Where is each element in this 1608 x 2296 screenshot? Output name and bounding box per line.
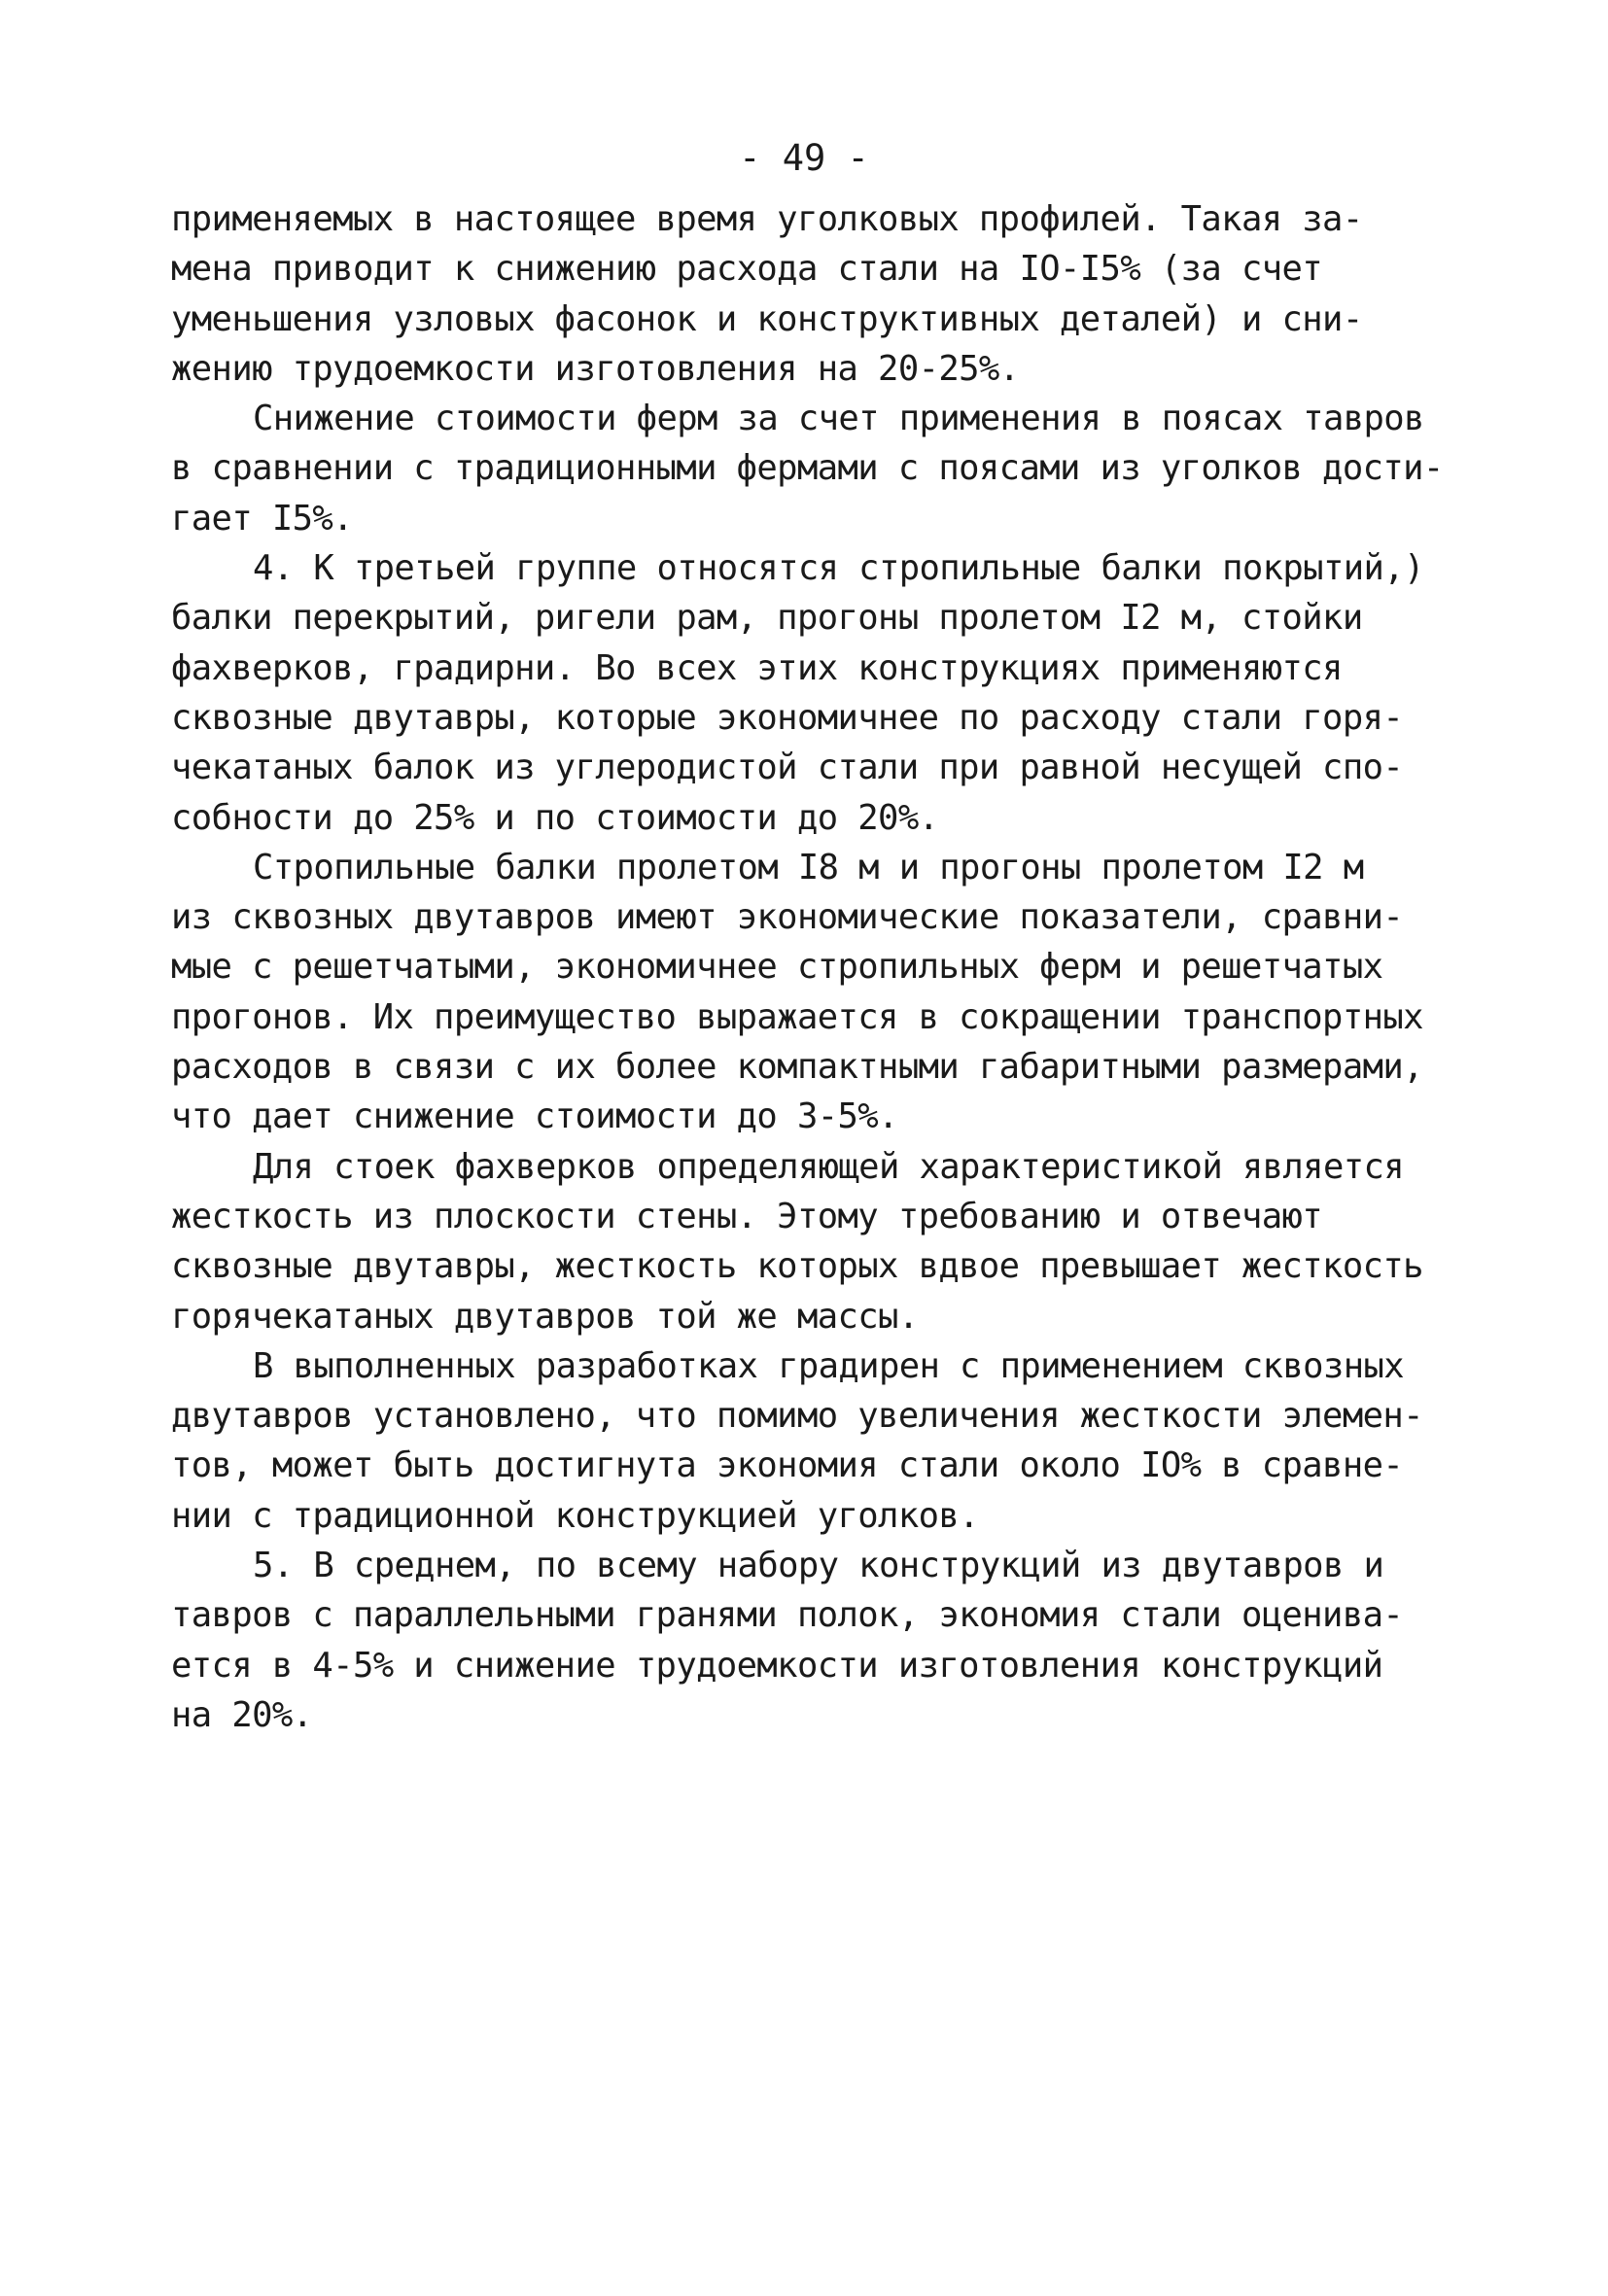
text-line: уменьшения узловых фасонок и конструктивных деталей) и сни-: [171, 298, 1363, 339]
text-line: собности до 25% и по стоимости до 20%.: [171, 797, 939, 838]
text-line: В выполненных разработках градирен с применением сквозных: [253, 1345, 1405, 1386]
text-line: двутавров установлено, что помимо увеличения жесткости элемен-: [171, 1396, 1423, 1437]
text-line: Снижение стоимости ферм за счет применения в поясах тавров: [253, 399, 1424, 439]
text-line: сквозные двутавры, жесткость которых вдвое превышает жесткость: [171, 1246, 1423, 1287]
text-line: применяемых в настоящее время уголковых профилей. Такая за-: [171, 199, 1363, 239]
text-line: чекатаных балок из углеродистой стали при равной несущей спо-: [171, 748, 1404, 788]
body-text: [171, 194, 1464, 1740]
text-line: 5. В среднем, по всему набору конструкций из двутавров и: [253, 1546, 1384, 1586]
text-line: тов, может быть достигнута экономия стали около IO% в сравне-: [171, 1445, 1404, 1486]
text-line: 4. К третьей группе относятся стропильные балки покрытий,): [253, 548, 1424, 589]
text-line: Для стоек фахверков определяющей характеристикой является: [253, 1146, 1405, 1187]
text-line: расходов в связи с их более компактными габаритными размерами,: [171, 1047, 1423, 1088]
text-line: на 20%.: [171, 1694, 313, 1735]
text-line: балки перекрытий, ригели рам, прогоны пролетом I2 м, стойки: [171, 598, 1363, 639]
text-line: тавров с параллельными гранями полок, экономия стали оценива-: [171, 1595, 1404, 1636]
text-line: в сравнении с традиционными фермами с поясами из уголков дости-: [171, 448, 1444, 489]
page-number: - 49 -: [739, 137, 869, 179]
text-line: сквозные двутавры, которые экономичнее по расходу стали горя-: [171, 697, 1404, 738]
text-line: Стропильные балки пролетом I8 м и прогоны пролетом I2 м: [253, 847, 1364, 887]
text-line: гает I5%.: [171, 498, 353, 539]
text-line: жесткость из плоскости стены. Этому требованию и отвечают: [171, 1196, 1323, 1236]
text-line: фахверков, градирни. Во всех этих конструкциях применяются: [171, 647, 1343, 688]
text-line: горячекатаных двутавров той же массы.: [171, 1296, 919, 1337]
text-line: нии с традиционной конструкцией уголков.: [171, 1495, 979, 1536]
text-line: жению трудоемкости изготовления на 20-25%.: [171, 348, 1020, 389]
text-line: мена приводит к снижению расхода стали на IO-I5% (за счет: [171, 249, 1323, 290]
text-line: из сквозных двутавров имеют экономические показатели, сравни-: [171, 897, 1404, 938]
text-line: ется в 4-5% и снижение трудоемкости изготовления конструкций: [171, 1645, 1383, 1686]
text-line: прогонов. Их преимущество выражается в сокращении транспортных: [171, 996, 1423, 1037]
text-line: что дает снижение стоимости до 3-5%.: [171, 1096, 898, 1137]
text-line: мые с решетчатыми, экономичнее стропильных ферм и решетчатых: [171, 947, 1383, 988]
